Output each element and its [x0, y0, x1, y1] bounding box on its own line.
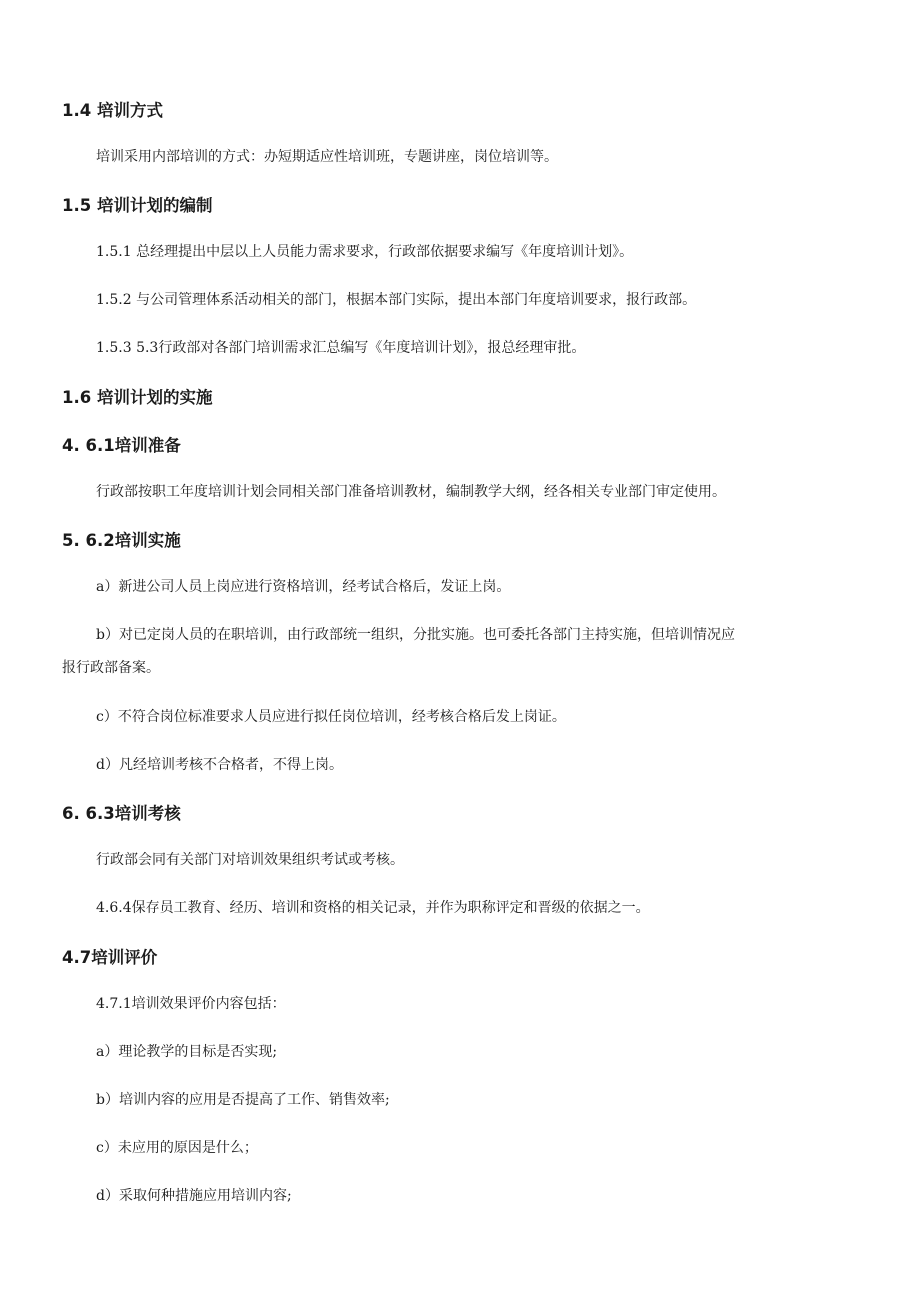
paragraph-preparation: 行政部按职工年度培训计划会同相关部门准备培训教材，编制教学大纲，经各相关专业部门审定使用。	[96, 484, 726, 500]
list-item-a: a）新进公司人员上岗应进行资格培训，经考试合格后，发证上岗。	[96, 579, 511, 595]
list-item-d: d）凡经培训考核不合格者，不得上岗。	[96, 757, 343, 773]
paragraph-1-5-3: 1.5.3 5.3行政部对各部门培训需求汇总编写《年度培训计划》，报总经理审批。	[96, 340, 586, 356]
section-heading-6-3: 6. 6.3培训考核	[62, 804, 181, 823]
eval-item-c: c）未应用的原因是什么；	[96, 1140, 258, 1156]
list-item-c: c）不符合岗位标准要求人员应进行拟任岗位培训，经考核合格后发上岗证。	[96, 709, 566, 725]
paragraph-4-6-4: 4.6.4保存员工教育、经历、培训和资格的相关记录，并作为职称评定和晋级的依据之一。	[96, 900, 650, 916]
section-heading-6-2: 5. 6.2培训实施	[62, 531, 181, 550]
eval-item-d: d）采取何种措施应用培训内容;	[96, 1188, 292, 1204]
section-heading-1-4: 1.4 培训方式	[62, 101, 163, 120]
paragraph-4-7-1: 4.7.1培训效果评价内容包括：	[96, 996, 286, 1012]
section-heading-6-1: 4. 6.1培训准备	[62, 436, 181, 455]
eval-item-a: a）理论教学的目标是否实现;	[96, 1044, 278, 1060]
list-item-b: b）对已定岗人员的在职培训，由行政部统一组织，分批实施。也可委托各部门主持实施，但培训情况应	[96, 627, 735, 643]
section-heading-1-6: 1.6 培训计划的实施	[62, 388, 213, 407]
eval-item-b: b）培训内容的应用是否提高了工作、销售效率;	[96, 1092, 390, 1108]
paragraph-1-5-1: 1.5.1 总经理提出中层以上人员能力需求要求，行政部依据要求编写《年度培训计划》。	[96, 244, 634, 260]
paragraph-training-method: 培训采用内部培训的方式：办短期适应性培训班，专题讲座，岗位培训等。	[96, 149, 558, 165]
list-item-b-continuation: 报行政部备案。	[62, 660, 160, 676]
section-heading-4-7: 4.7培训评价	[62, 948, 158, 967]
paragraph-assessment: 行政部会同有关部门对培训效果组织考试或考核。	[96, 852, 404, 868]
paragraph-1-5-2: 1.5.2 与公司管理体系活动相关的部门，根据本部门实际，提出本部门年度培训要求，报行政部。	[96, 292, 697, 308]
section-heading-1-5: 1.5 培训计划的编制	[62, 196, 213, 215]
